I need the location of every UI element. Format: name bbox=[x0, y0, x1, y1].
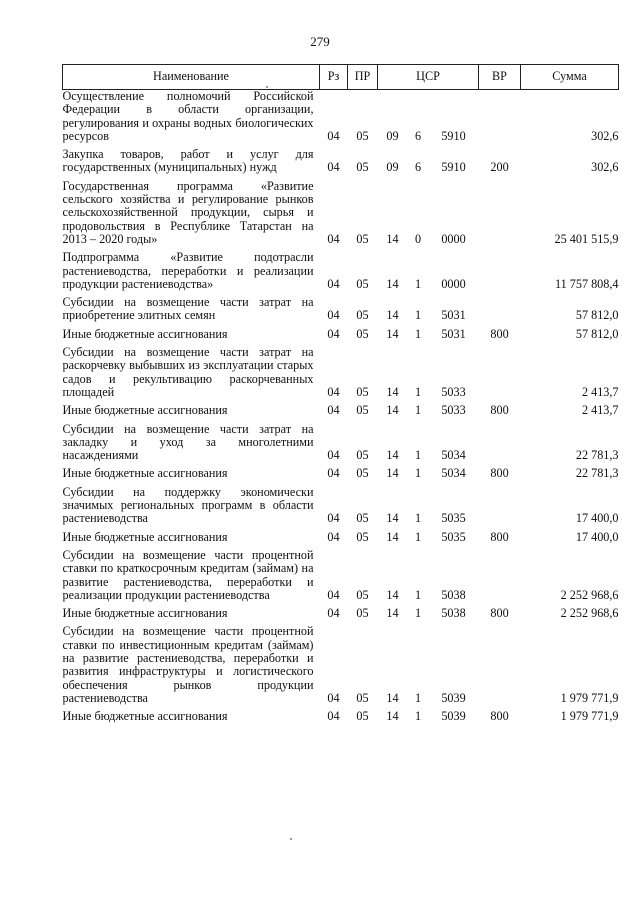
cell-csr-subprogram: 1 bbox=[414, 606, 422, 621]
cell-name: Субсидии на возмещение части затрат на приобретение элитных семян bbox=[62, 295, 314, 323]
cell-sum: 2 252 968,6 bbox=[560, 606, 619, 621]
cell-csr-code: 5031 bbox=[441, 326, 466, 341]
cell-vr: 800 bbox=[490, 606, 509, 621]
cell-csr-code: 0000 bbox=[441, 231, 466, 246]
header-sum: Сумма bbox=[521, 65, 619, 90]
cell-vr: 800 bbox=[490, 466, 509, 481]
cell-pr: 05 bbox=[356, 231, 369, 246]
table-row bbox=[63, 486, 619, 531]
table-header bbox=[63, 65, 619, 90]
cell-csr-subprogram: 1 bbox=[414, 308, 422, 323]
cell-csr-code: 5038 bbox=[441, 606, 466, 621]
cell-pr: 05 bbox=[356, 160, 369, 175]
cell-rz: 04 bbox=[327, 690, 340, 705]
table-row bbox=[63, 404, 619, 422]
header-csr: ЦСР bbox=[378, 65, 479, 90]
cell-name: Субсидии на возмещение части затрат на закладку и уход за многолетними насаждениями bbox=[62, 421, 314, 463]
cell-sum: 25 401 515,9 bbox=[554, 231, 619, 246]
page-number: 279 bbox=[310, 34, 330, 49]
cell-csr-code: 5035 bbox=[441, 511, 466, 526]
header-vr: ВР bbox=[479, 65, 521, 90]
cell-sum: 2 252 968,6 bbox=[560, 587, 619, 602]
cell-pr: 05 bbox=[356, 529, 369, 544]
cell-rz: 04 bbox=[327, 448, 340, 463]
cell-rz: 04 bbox=[327, 276, 340, 291]
cell-csr-subprogram: 0 bbox=[414, 231, 422, 246]
cell-sum: 17 400,0 bbox=[575, 529, 619, 544]
cell-pr: 05 bbox=[356, 709, 369, 724]
cell-vr bbox=[479, 180, 521, 251]
cell-csr-subprogram: 1 bbox=[414, 403, 422, 418]
header-name: Наименование bbox=[63, 65, 320, 90]
cell-csr-subprogram: 1 bbox=[414, 384, 422, 399]
cell-vr bbox=[479, 296, 521, 328]
cell-sum: 57 812,0 bbox=[575, 326, 619, 341]
cell-csr-program: 14 bbox=[386, 466, 399, 481]
table-row bbox=[63, 90, 619, 149]
cell-csr-program: 14 bbox=[386, 511, 399, 526]
cell-name: Государственная программа «Развитие сельского хозяйства и регулирование рынков сельскохозяйственной продукции, сырья и продовольствия в Республике Татарстан на 2013 – 2020 годы» bbox=[62, 178, 314, 246]
cell-name: Закупка товаров, работ и услуг для государственных (муниципальных) нужд bbox=[62, 147, 314, 175]
cell-rz: 04 bbox=[327, 231, 340, 246]
cell-pr: 05 bbox=[356, 511, 369, 526]
cell-vr: 800 bbox=[490, 529, 509, 544]
cell-csr-program: 14 bbox=[386, 231, 399, 246]
cell-csr-subprogram: 1 bbox=[414, 709, 422, 724]
cell-rz: 04 bbox=[327, 466, 340, 481]
cell-name: Иные бюджетные ассигнования bbox=[62, 466, 228, 481]
cell-rz: 04 bbox=[327, 160, 340, 175]
cell-csr-code: 5038 bbox=[441, 587, 466, 602]
cell-csr-program: 14 bbox=[386, 690, 399, 705]
cell-csr-program: 14 bbox=[386, 587, 399, 602]
cell-sum: 17 400,0 bbox=[575, 511, 619, 526]
cell-sum: 2 413,7 bbox=[581, 384, 619, 399]
cell-vr: 800 bbox=[490, 326, 509, 341]
cell-csr-code: 5910 bbox=[441, 160, 466, 175]
cell-name: Подпрограмма «Развитие подотрасли растениеводства, переработки и реализации продукции растениеводства» bbox=[62, 250, 314, 291]
cell-csr-subprogram: 1 bbox=[414, 511, 422, 526]
cell-csr-program: 09 bbox=[386, 128, 399, 143]
cell-csr-program: 14 bbox=[386, 606, 399, 621]
cell-csr-program: 14 bbox=[386, 529, 399, 544]
table-row bbox=[63, 423, 619, 468]
cell-csr-program: 14 bbox=[386, 276, 399, 291]
cell-vr bbox=[479, 549, 521, 607]
cell-csr-subprogram: 1 bbox=[414, 326, 422, 341]
cell-sum: 302,6 bbox=[591, 160, 619, 175]
cell-csr-subprogram: 1 bbox=[414, 529, 422, 544]
cell-sum: 302,6 bbox=[591, 128, 619, 143]
cell-rz: 04 bbox=[327, 511, 340, 526]
cell-csr-program: 14 bbox=[386, 384, 399, 399]
cell-name: Иные бюджетные ассигнования bbox=[62, 606, 228, 621]
cell-csr-subprogram: 1 bbox=[414, 690, 422, 705]
cell-csr-code: 5034 bbox=[441, 466, 466, 481]
cell-csr-code: 5910 bbox=[441, 128, 466, 143]
table-row bbox=[63, 328, 619, 346]
cell-pr: 05 bbox=[356, 128, 369, 143]
cell-vr bbox=[479, 90, 521, 149]
cell-csr-program: 14 bbox=[386, 709, 399, 724]
cell-rz: 04 bbox=[327, 587, 340, 602]
cell-pr: 05 bbox=[356, 587, 369, 602]
cell-name: Осуществление полномочий Российской Федерации в области организации, регулирования и охраны водных биологических ресурсов bbox=[62, 89, 314, 143]
cell-csr-code: 0000 bbox=[441, 276, 466, 291]
cell-vr bbox=[479, 625, 521, 710]
cell-vr bbox=[479, 423, 521, 468]
cell-pr: 05 bbox=[356, 326, 369, 341]
table-row bbox=[63, 625, 619, 710]
cell-vr bbox=[479, 251, 521, 296]
cell-csr-subprogram: 6 bbox=[414, 128, 422, 143]
table-row bbox=[63, 251, 619, 296]
scan-speck bbox=[290, 838, 292, 840]
cell-csr-subprogram: 1 bbox=[414, 466, 422, 481]
cell-rz: 04 bbox=[327, 308, 340, 323]
cell-name: Иные бюджетные ассигнования bbox=[62, 529, 228, 544]
cell-pr: 05 bbox=[356, 276, 369, 291]
cell-pr: 05 bbox=[356, 606, 369, 621]
cell-csr-subprogram: 6 bbox=[414, 160, 422, 175]
cell-pr: 05 bbox=[356, 403, 369, 418]
cell-sum: 57 812,0 bbox=[575, 308, 619, 323]
cell-rz: 04 bbox=[327, 128, 340, 143]
cell-pr: 05 bbox=[356, 690, 369, 705]
cell-name: Субсидии на возмещение части процентной ставки по инвестиционным кредитам (займам) на развитие растениеводства, переработки и развития инфраструктуры и логистического обеспечения рынков продукции растениеводства bbox=[62, 624, 314, 705]
cell-sum: 22 781,3 bbox=[575, 448, 619, 463]
cell-pr: 05 bbox=[356, 466, 369, 481]
cell-sum: 11 757 808,4 bbox=[554, 276, 619, 291]
cell-vr bbox=[479, 486, 521, 531]
header-pr: ПР bbox=[348, 65, 378, 90]
cell-pr: 05 bbox=[356, 308, 369, 323]
cell-csr-code: 5034 bbox=[441, 448, 466, 463]
budget-table bbox=[62, 64, 619, 728]
cell-name: Субсидии на поддержку экономически значимых региональных программ в области растениеводства bbox=[62, 484, 314, 526]
cell-csr-code: 5031 bbox=[441, 308, 466, 323]
cell-csr-program: 14 bbox=[386, 403, 399, 418]
cell-csr-code: 5033 bbox=[441, 403, 466, 418]
cell-name: Субсидии на возмещение части процентной ставки по краткосрочным кредитам (займам) на развитие растениеводства, переработки и реализации продукции растениеводства bbox=[62, 547, 314, 602]
table-row bbox=[63, 531, 619, 549]
table-row bbox=[63, 549, 619, 607]
table-body bbox=[63, 90, 619, 729]
table-row bbox=[63, 296, 619, 328]
cell-rz: 04 bbox=[327, 384, 340, 399]
cell-csr-code: 5039 bbox=[441, 709, 466, 724]
table-row bbox=[63, 467, 619, 485]
cell-sum: 2 413,7 bbox=[581, 403, 619, 418]
cell-pr: 05 bbox=[356, 384, 369, 399]
table-row bbox=[63, 607, 619, 625]
cell-csr-program: 09 bbox=[386, 160, 399, 175]
cell-csr-code: 5035 bbox=[441, 529, 466, 544]
cell-vr: 200 bbox=[490, 160, 509, 175]
cell-csr-program: 14 bbox=[386, 308, 399, 323]
table-row bbox=[63, 148, 619, 180]
cell-csr-program: 14 bbox=[386, 326, 399, 341]
cell-rz: 04 bbox=[327, 529, 340, 544]
header-rz: Рз bbox=[320, 65, 348, 90]
table-row bbox=[63, 180, 619, 251]
cell-name: Иные бюджетные ассигнования bbox=[62, 326, 228, 341]
cell-rz: 04 bbox=[327, 326, 340, 341]
cell-sum: 22 781,3 bbox=[575, 466, 619, 481]
cell-csr-subprogram: 1 bbox=[414, 587, 422, 602]
cell-name: Субсидии на возмещение части затрат на раскорчевку выбывших из эксплуатации старых садов и рекультивацию раскорчеванных площадей bbox=[62, 345, 314, 399]
cell-sum: 1 979 771,9 bbox=[560, 690, 619, 705]
cell-name: Иные бюджетные ассигнования bbox=[62, 709, 228, 724]
cell-csr-code: 5039 bbox=[441, 690, 466, 705]
cell-csr-code: 5033 bbox=[441, 384, 466, 399]
cell-vr: 800 bbox=[490, 709, 509, 724]
cell-sum: 1 979 771,9 bbox=[560, 709, 619, 724]
cell-csr-program: 14 bbox=[386, 448, 399, 463]
scan-speck bbox=[266, 86, 268, 88]
table-row bbox=[63, 710, 619, 728]
cell-pr: 05 bbox=[356, 448, 369, 463]
cell-vr: 800 bbox=[490, 403, 509, 418]
cell-name: Иные бюджетные ассигнования bbox=[62, 403, 228, 418]
cell-rz: 04 bbox=[327, 606, 340, 621]
cell-rz: 04 bbox=[327, 709, 340, 724]
table-row bbox=[63, 346, 619, 404]
cell-vr bbox=[479, 346, 521, 404]
cell-csr-subprogram: 1 bbox=[414, 448, 422, 463]
cell-rz: 04 bbox=[327, 403, 340, 418]
cell-csr-subprogram: 1 bbox=[414, 276, 422, 291]
